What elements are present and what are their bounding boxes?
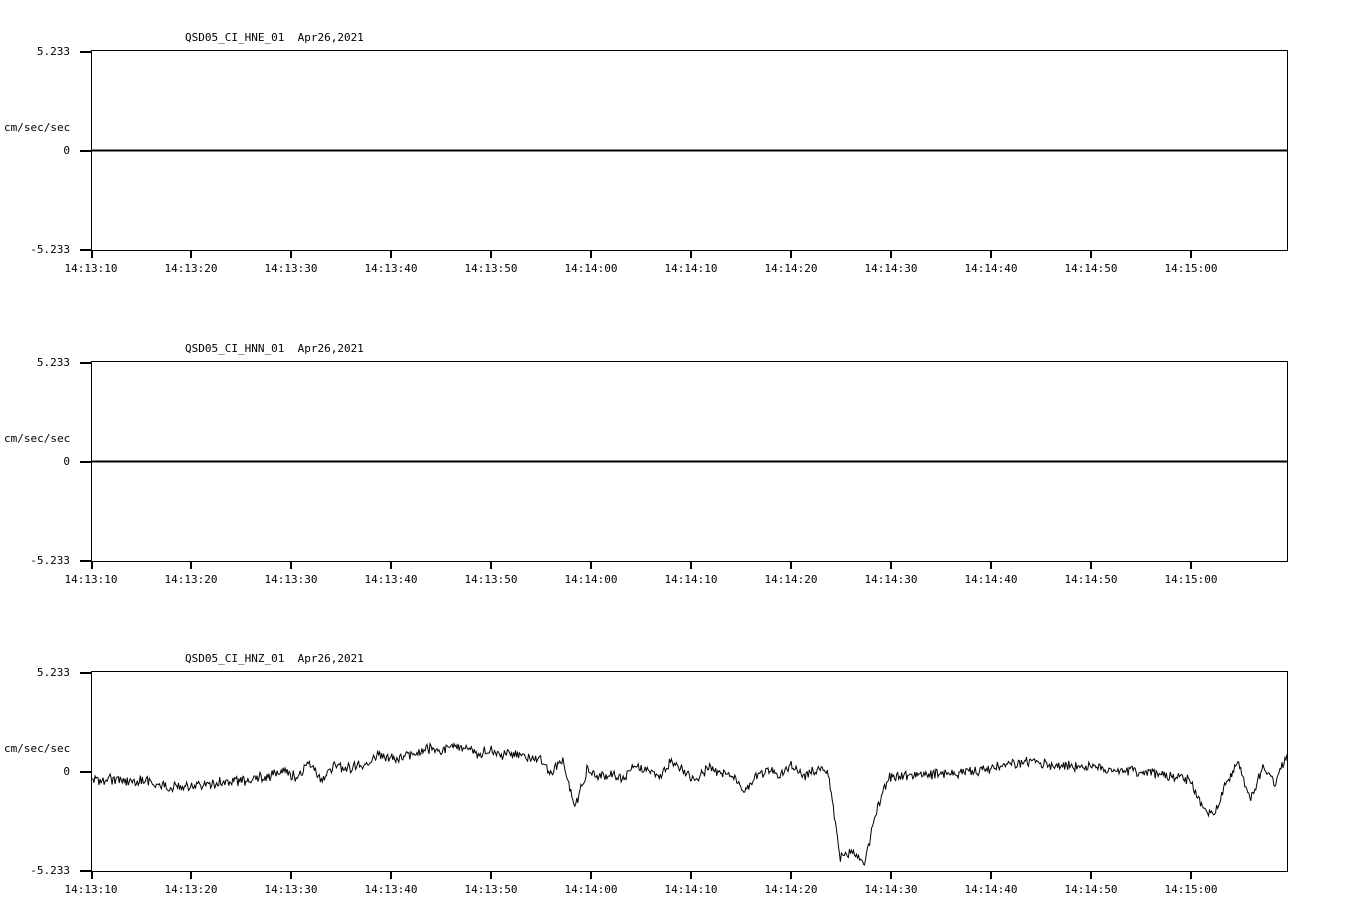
x-tick-hne-7: 14:14:20 xyxy=(764,262,818,275)
x-tick-hne-4: 14:13:50 xyxy=(464,262,518,275)
x-tickmark-hne xyxy=(91,251,93,258)
plot-frame-hnn xyxy=(91,361,1288,562)
x-tick-hnz-5: 14:14:00 xyxy=(564,883,618,896)
x-tick-hnn-6: 14:14:10 xyxy=(664,573,718,586)
x-tick-hnn-5: 14:14:00 xyxy=(564,573,618,586)
y-tickmark-zero-hnn xyxy=(80,461,91,463)
x-tick-hne-5: 14:14:00 xyxy=(564,262,618,275)
x-tick-hne-3: 14:13:40 xyxy=(364,262,418,275)
x-tickmark-hne xyxy=(890,251,892,258)
x-tickmark-hnz xyxy=(1090,872,1092,879)
x-tick-hnz-2: 14:13:30 xyxy=(264,883,318,896)
x-tickmark-hne xyxy=(390,251,392,258)
y-tick-zero-hnn: 0 xyxy=(63,455,70,468)
y-tick-max-hnn: 5.233 xyxy=(36,356,70,369)
trace-hnz xyxy=(92,672,1287,871)
x-tick-hnn-7: 14:14:20 xyxy=(764,573,818,586)
x-tick-hnn-9: 14:14:40 xyxy=(964,573,1018,586)
x-tickmark-hne xyxy=(490,251,492,258)
x-tickmark-hnn xyxy=(190,562,192,569)
trace-hne xyxy=(92,51,1287,250)
x-tick-hne-11: 14:15:00 xyxy=(1164,262,1218,275)
x-tickmark-hnz xyxy=(390,872,392,879)
x-tick-hnn-1: 14:13:20 xyxy=(164,573,218,586)
plot-frame-hnz xyxy=(91,671,1288,872)
x-tickmark-hnn xyxy=(390,562,392,569)
x-tick-hnz-4: 14:13:50 xyxy=(464,883,518,896)
y-tick-min-hnn: -5.233 xyxy=(30,554,70,567)
x-tickmark-hne xyxy=(790,251,792,258)
y-tickmark-max-hne xyxy=(80,51,91,53)
x-tickmark-hnz xyxy=(790,872,792,879)
x-tick-hne-9: 14:14:40 xyxy=(964,262,1018,275)
x-tick-hnz-6: 14:14:10 xyxy=(664,883,718,896)
x-tick-hnn-10: 14:14:50 xyxy=(1064,573,1118,586)
x-tick-hnz-1: 14:13:20 xyxy=(164,883,218,896)
y-tickmark-zero-hnz xyxy=(80,771,91,773)
x-tick-hnn-11: 14:15:00 xyxy=(1164,573,1218,586)
y-axis-label-hnn: cm/sec/sec xyxy=(4,432,71,445)
x-tick-hnn-2: 14:13:30 xyxy=(264,573,318,586)
x-tickmark-hnn xyxy=(490,562,492,569)
y-tickmark-min-hnn xyxy=(80,560,91,562)
x-tick-hnn-0: 14:13:10 xyxy=(64,573,118,586)
x-tick-hnz-3: 14:13:40 xyxy=(364,883,418,896)
x-tickmark-hnn xyxy=(890,562,892,569)
x-tickmark-hne xyxy=(190,251,192,258)
y-tickmark-max-hnz xyxy=(80,672,91,674)
x-tick-hnz-11: 14:15:00 xyxy=(1164,883,1218,896)
x-tickmark-hne xyxy=(590,251,592,258)
panel-hnn xyxy=(0,305,1358,605)
x-tickmark-hnz xyxy=(190,872,192,879)
panel-title-hnn: QSD05_CI_HNN_01 Apr26,2021 xyxy=(185,342,364,355)
x-tickmark-hnn xyxy=(790,562,792,569)
x-tick-hnz-10: 14:14:50 xyxy=(1064,883,1118,896)
x-tickmark-hnn xyxy=(91,562,93,569)
x-tickmark-hnz xyxy=(91,872,93,879)
x-tick-hnn-4: 14:13:50 xyxy=(464,573,518,586)
x-tickmark-hnn xyxy=(590,562,592,569)
x-tickmark-hnn xyxy=(690,562,692,569)
x-tickmark-hnz xyxy=(890,872,892,879)
x-tick-hnn-3: 14:13:40 xyxy=(364,573,418,586)
x-tick-hnz-7: 14:14:20 xyxy=(764,883,818,896)
x-tickmark-hne xyxy=(290,251,292,258)
y-axis-label-hne: cm/sec/sec xyxy=(4,121,71,134)
y-tick-max-hne: 5.233 xyxy=(36,45,70,58)
x-tickmark-hnz xyxy=(690,872,692,879)
y-tickmark-min-hne xyxy=(80,249,91,251)
x-tick-hnz-8: 14:14:30 xyxy=(864,883,918,896)
x-tickmark-hne xyxy=(990,251,992,258)
y-axis-label-hnz: cm/sec/sec xyxy=(4,742,71,755)
x-tickmark-hnn xyxy=(1090,562,1092,569)
panel-hne xyxy=(0,0,1358,300)
x-tickmark-hnn xyxy=(990,562,992,569)
x-tickmark-hnz xyxy=(290,872,292,879)
y-tick-zero-hne: 0 xyxy=(63,144,70,157)
x-tickmark-hne xyxy=(1090,251,1092,258)
x-tickmark-hnz xyxy=(590,872,592,879)
panel-hnz xyxy=(0,612,1358,924)
x-tick-hne-1: 14:13:20 xyxy=(164,262,218,275)
x-tick-hne-0: 14:13:10 xyxy=(64,262,118,275)
y-tickmark-max-hnn xyxy=(80,362,91,364)
x-tickmark-hne xyxy=(1190,251,1192,258)
x-tickmark-hnz xyxy=(990,872,992,879)
y-tickmark-zero-hne xyxy=(80,150,91,152)
x-tickmark-hnz xyxy=(1190,872,1192,879)
x-tick-hne-10: 14:14:50 xyxy=(1064,262,1118,275)
x-tick-hnz-9: 14:14:40 xyxy=(964,883,1018,896)
panel-title-hnz: QSD05_CI_HNZ_01 Apr26,2021 xyxy=(185,652,364,665)
y-tick-min-hnz: -5.233 xyxy=(30,864,70,877)
y-tick-zero-hnz: 0 xyxy=(63,765,70,778)
x-tickmark-hnn xyxy=(290,562,292,569)
x-tickmark-hne xyxy=(690,251,692,258)
y-tickmark-min-hnz xyxy=(80,870,91,872)
x-tick-hne-6: 14:14:10 xyxy=(664,262,718,275)
x-tickmark-hnn xyxy=(1190,562,1192,569)
x-tick-hnn-8: 14:14:30 xyxy=(864,573,918,586)
panel-title-hne: QSD05_CI_HNE_01 Apr26,2021 xyxy=(185,31,364,44)
x-tick-hne-8: 14:14:30 xyxy=(864,262,918,275)
y-tick-max-hnz: 5.233 xyxy=(36,666,70,679)
x-tick-hnz-0: 14:13:10 xyxy=(64,883,118,896)
plot-frame-hne xyxy=(91,50,1288,251)
trace-hnn xyxy=(92,362,1287,561)
x-tickmark-hnz xyxy=(490,872,492,879)
y-tick-min-hne: -5.233 xyxy=(30,243,70,256)
x-tick-hne-2: 14:13:30 xyxy=(264,262,318,275)
